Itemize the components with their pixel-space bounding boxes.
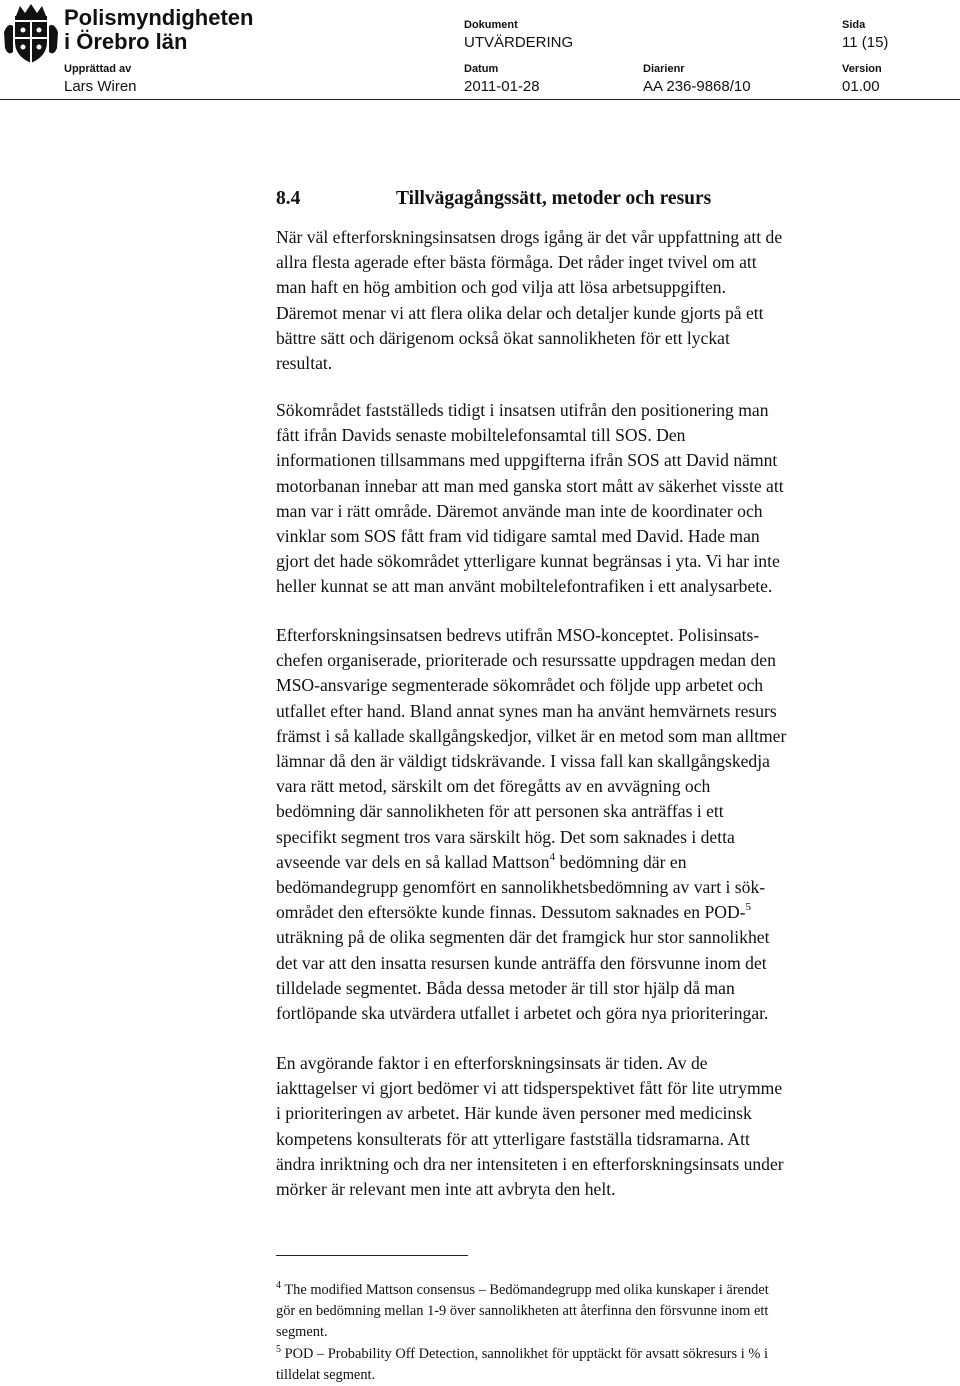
text-line: allra flesta agerade efter bästa förmåga. Det råder inget tvivel om att <box>276 252 757 273</box>
text-line <box>276 900 936 925</box>
text-line: vinklar som SOS fått fram vid tidigare samtal med David. Hade man <box>276 526 760 547</box>
text-line: resultat. <box>276 353 333 374</box>
document-value: UTVÄRDERING <box>464 34 574 51</box>
text-line: iakttagelser vi gjort bedömer vi att tidsperspektivet fått för lite utrymme <box>276 1078 783 1099</box>
footnote-line <box>276 1344 936 1365</box>
footnote-line <box>276 1280 936 1301</box>
author-value: Lars Wiren <box>64 78 137 95</box>
text-line: kompetens konsulterats för att ytterligare fastställa tidsramarna. Att <box>276 1128 750 1149</box>
text-line: bedömning där sannolikheten för att personen ska anträffas i ett <box>276 801 724 822</box>
document-label: Dokument <box>464 19 518 31</box>
text-line: det var att den insatta resursen kunde anträffa den försvunne inom det <box>276 952 767 973</box>
text-line: Däremot menar vi att flera olika delar och detaljer kunde gjorts på ett <box>276 302 764 323</box>
version-value: 01.00 <box>842 78 880 95</box>
text-line: fått ifrån Davids senaste mobiltelefonsamtal till SOS. Den <box>276 425 686 446</box>
text-line: fortlöpande ska utvärdera utfallet i arbetet och göra nya prioriteringar. <box>276 1003 769 1024</box>
text-line: uträkning på de olika segmenten där det framgick hur stor sannolikhet <box>276 927 770 948</box>
text-line: chefen organiserade, prioriterade och resurssatte uppdragen medan den <box>276 650 776 671</box>
text-line: När väl efterforskningsinsatsen drogs igång är det vår uppfattning att de <box>276 227 783 247</box>
section-number: 8.4 <box>276 188 301 209</box>
footnote <box>276 1344 936 1386</box>
text-line: ändra inriktning och dra ner intensiteten i en efterforskningsinsats under <box>276 1153 784 1174</box>
text-line: En avgörande faktor i en efterforskningsinsats är tiden. Av de <box>276 1053 708 1073</box>
text-line: utfallet efter hand. Bland annat synes man ha använt hemvärnets resurs <box>276 700 777 721</box>
text-line: bättre sätt och därigenom också ökat sannolikheten för ett lyckat <box>276 327 730 348</box>
text-segment: området den eftersökte kunde finnas. Dessutom saknades en POD- <box>276 902 746 923</box>
text-line: specifikt segment tros vara särskilt hög. Det som saknades i detta <box>276 826 735 847</box>
footnote-number: 4 <box>276 1280 281 1291</box>
text-line: Sökområdet fastställeds tidigt i insatsen utifrån den positionering man <box>276 400 769 420</box>
footnote <box>276 1280 936 1343</box>
date-label: Datum <box>464 63 499 75</box>
text-line <box>276 850 936 875</box>
section-title: Tillvägagångssätt, metoder och resurs <box>396 188 712 209</box>
author-label: Upprättad av <box>64 63 132 75</box>
text-line: MSO-ansvarige segmenterade sökområdet och följde upp arbetet och <box>276 675 764 696</box>
registry-number-value: AA 236-9868/10 <box>643 78 751 95</box>
footnote-line: tilldelat segment. <box>276 1367 376 1383</box>
footnote-line: segment. <box>276 1324 328 1340</box>
text-line: gjort det hade sökområdet ytterligare kunnat begränsas i yta. Vi har inte <box>276 551 780 572</box>
footnote-text: The modified Mattson consensus – Bedömandegrupp med olika kunskaper i ärendet <box>284 1282 769 1298</box>
footnote-reference[interactable]: 5 <box>745 901 752 914</box>
text-line: i prioriteringen av arbetet. Här kunde även personer med medicinsk <box>276 1103 752 1124</box>
header-divider <box>0 99 960 100</box>
paragraph <box>276 1051 936 1202</box>
text-line: man var i rätt område. Däremot använde man inte de koordinater och <box>276 500 763 521</box>
text-line: lämnar då den är väldigt tidskrävande. I vissa fall kan skallgångskedja <box>276 751 770 772</box>
paragraph <box>276 225 936 376</box>
footnote-text: POD – Probability Off Detection, sannolikhet för upptäckt för avsatt sökresurs i % i <box>284 1346 768 1362</box>
organization-county: i Örebro län <box>64 29 188 54</box>
footnote-separator <box>276 1255 468 1256</box>
text-line: informationen tillsammans med uppgifterna ifrån SOS att David nämnt <box>276 450 778 471</box>
footnote-number: 5 <box>276 1344 281 1355</box>
text-segment: bedömning där en <box>555 851 687 872</box>
version-label: Version <box>842 63 882 75</box>
text-line: bedömandegrupp genomfört en sannolikhetsbedömning av vart i sök- <box>276 877 766 898</box>
paragraph <box>276 623 936 1026</box>
text-line: heller kunnat se att man använt mobiltelefontrafiken i ett analysarbete. <box>276 576 773 597</box>
text-line: motorbanan innebar att man med ganska stort mått av säkerhet visste att <box>276 475 784 496</box>
organization-name: Polismyndigheten <box>64 5 254 30</box>
text-line: främst i så kallade skallgångskedjor, vilket är en metod som man alltmer <box>276 725 787 746</box>
page-label: Sida <box>842 19 866 31</box>
text-line: tilldelade segmentet. Båda dessa metoder är till stor hjälp då man <box>276 977 735 998</box>
date-value: 2011-01-28 <box>464 78 540 95</box>
text-line: man haft en hög ambition och god vilja att lösa arbetsuppgiften. <box>276 277 726 298</box>
text-line: vara rätt metod, särskilt om det föregåtts av en avvägning och <box>276 776 711 797</box>
text-segment: avseende var dels en så kallad Mattson <box>276 851 550 872</box>
text-line: mörker är relevant men inte att avbryta den helt. <box>276 1179 616 1200</box>
footnote-line: gör en bedömning mellan 1-9 över sannolikheten att återfinna den försvunne inom ett <box>276 1303 769 1319</box>
registry-number-label: Diarienr <box>643 63 685 75</box>
paragraph <box>276 398 936 600</box>
text-line: Efterforskningsinsatsen bedrevs utifrån MSO-konceptet. Polisinsats- <box>276 625 760 645</box>
page-value: 11 (15) <box>842 34 889 51</box>
section-heading <box>276 188 711 210</box>
footnote-reference[interactable]: 4 <box>549 850 556 863</box>
police-crest-logo <box>2 2 60 66</box>
